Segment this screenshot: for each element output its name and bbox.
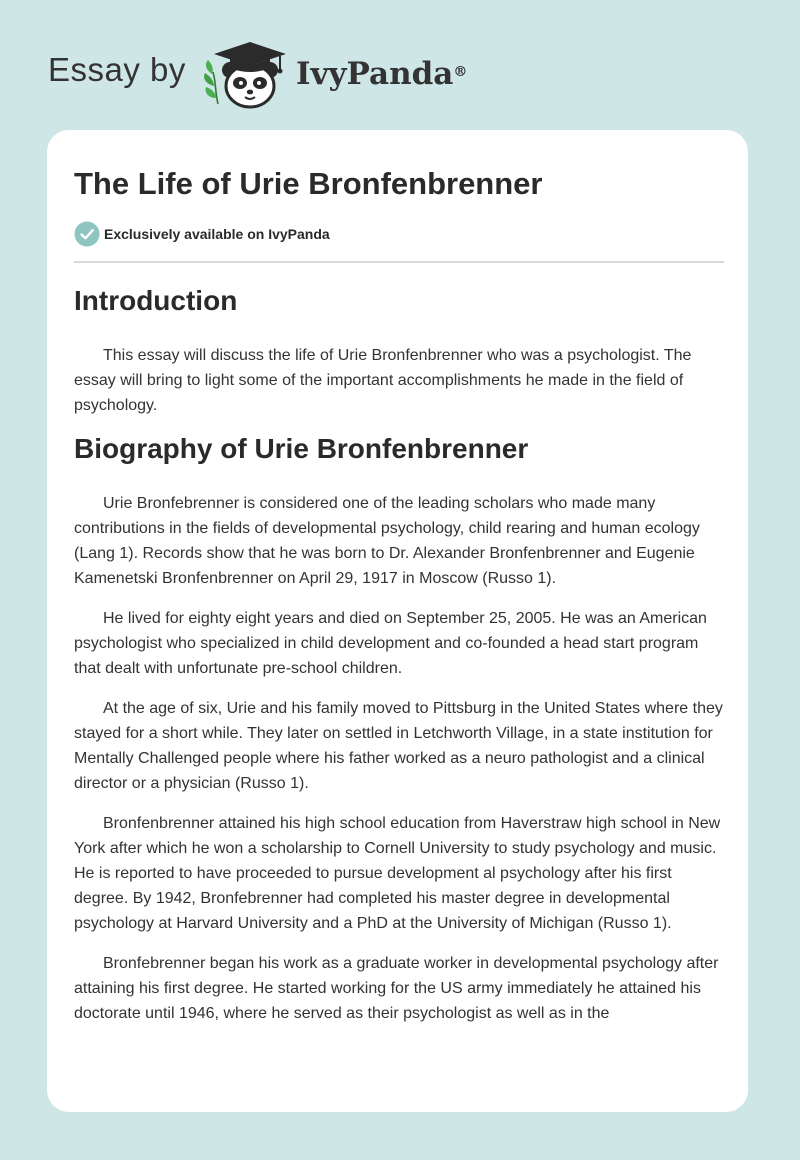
essay-body — [74, 280, 724, 1026]
exclusive-badge — [74, 221, 330, 247]
paragraph: Bronfenbrenner attained his high school education from Haverstraw high school in New York after which he won a scholarship to Cornell University to study psychology and music. He is reported to have proceeded to pursue development al psychology after his first degree. By 1942, Bronfebrenner had completed his master degree in developmental psychology at Harvard University and a PhD at the University of Michigan (Russo 1). — [74, 815, 721, 932]
site-header — [0, 0, 800, 130]
paragraph: At the age of six, Urie and his family moved to Pittsburg in the United States where they stayed for a short while. They later on settled in Letchworth Village, in a state institution for Mentally Challenged people where his father worked as a neuro pathologist and a clinical director or a physician (Russo 1). — [74, 700, 723, 792]
brand-name[interactable] — [296, 54, 467, 94]
paragraph: Urie Bronfebrenner is considered one of the leading scholars who made many contributions in the fields of developmental psychology, child rearing and human ecology (Lang 1). Records show that he was born to Dr. Alexander Bronfenbrenner and Eugenie Kamenetski Bronfenbrenner on April 29, 1917 in Moscow (Russo 1). — [74, 495, 700, 587]
section-heading-introduction: Introduction — [74, 285, 238, 316]
paragraph: This essay will discuss the life of Urie Bronfenbrenner who was a psychologist. The essay will bring to light some of the important accomplishments he made in the field of psychology. — [74, 347, 692, 414]
panda-graduate-icon[interactable] — [200, 34, 294, 110]
title-divider — [74, 261, 724, 263]
brand-text: IvyPanda — [296, 56, 454, 92]
paragraph: Bronfebrenner began his work as a graduate worker in developmental psychology after attaining his first degree. He started working for the US army immediately he attained his doctorate until 1946, where he served as their psychologist as well as in the — [74, 955, 719, 1022]
registered-mark: ® — [453, 64, 468, 80]
section-heading-biography: Biography of Urie Bronfenbrenner — [74, 433, 529, 464]
check-badge-icon — [74, 221, 100, 247]
essay-by-label: Essay by — [48, 51, 186, 88]
paragraph: He lived for eighty eight years and died on September 25, 2005. He was an American psychologist who specialized in child development and co-founded a head start program that dealt with unfortunate pre-school children. — [74, 610, 707, 677]
exclusive-label: Exclusively available on IvyPanda — [104, 226, 330, 242]
page-title: The Life of Urie Bronfenbrenner — [74, 166, 543, 201]
essay-card — [47, 130, 748, 1112]
